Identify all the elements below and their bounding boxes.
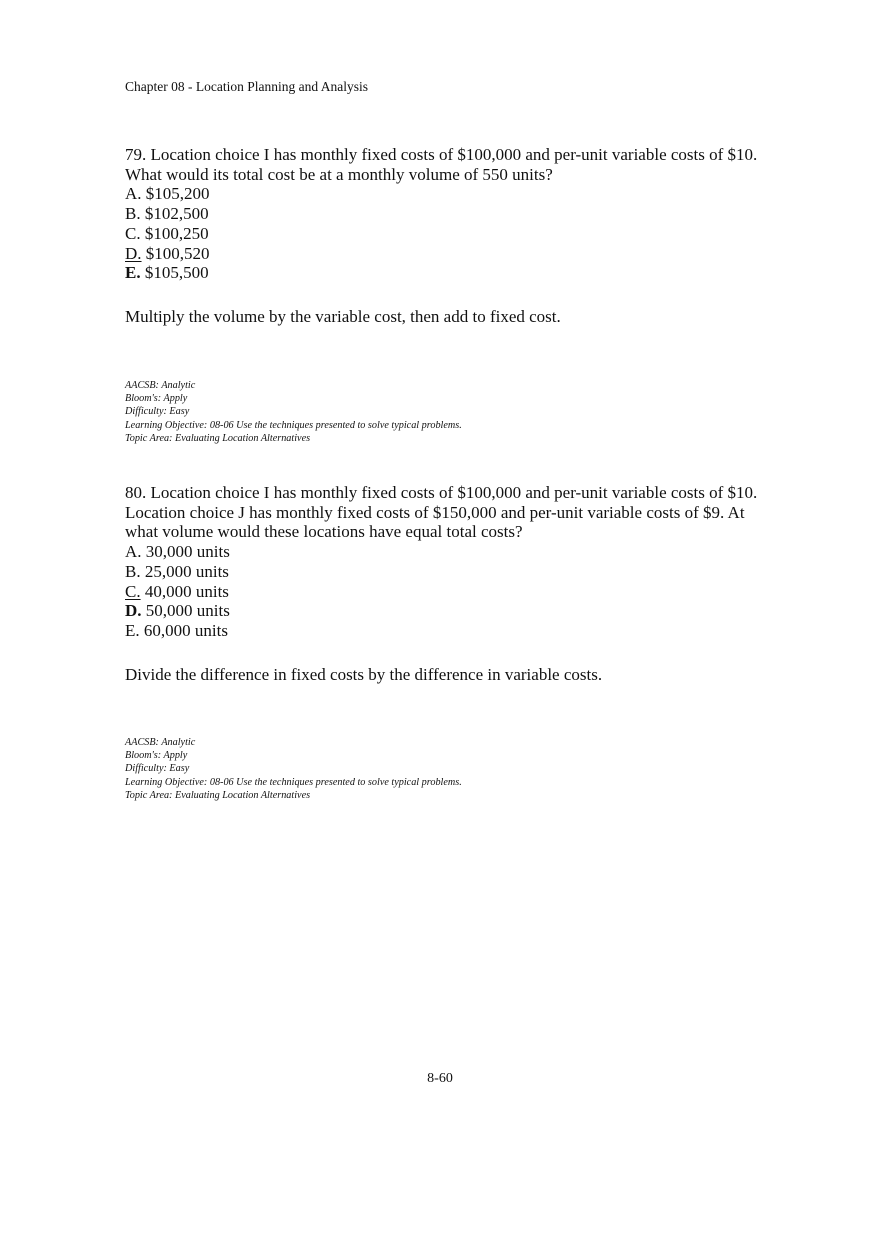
page-number: 8-60 (427, 1071, 453, 1086)
meta-learning-objective: Learning Objective: 08-06 Use the techniques presented to solve typical problems. (125, 419, 462, 431)
choice-text: 30,000 units (141, 542, 230, 562)
answer-explanation: Multiply the volume by the variable cost, then add to fixed cost. (125, 306, 561, 326)
question-stem-line: 79. Location choice I has monthly fixed costs of $100,000 and per-unit variable costs of $10. (125, 145, 758, 164)
choice-text: $102,500 (140, 204, 209, 224)
question-80-metadata (125, 736, 462, 802)
choice-text: $100,520 (141, 243, 210, 263)
choice-letter: B. (125, 204, 141, 224)
choice-letter: A. (125, 184, 142, 204)
question-stem-line: What would its total cost be at a monthly volume of 550 units? (125, 164, 553, 184)
choice-letter: C. (125, 223, 141, 243)
answer-choice-c (125, 582, 785, 602)
answer-choice-d-correct (125, 601, 785, 621)
meta-aacsb: AACSB: Analytic (125, 380, 196, 391)
meta-topic-area: Topic Area: Evaluating Location Alternatives (125, 789, 311, 801)
meta-learning-objective: Learning Objective: 08-06 Use the techniques presented to solve typical problems. (125, 776, 462, 788)
meta-difficulty: Difficulty: Easy (125, 406, 190, 418)
question-79-metadata (125, 379, 462, 445)
answer-explanation: Divide the difference in fixed costs by the difference in variable costs. (125, 664, 603, 684)
correct-choice-letter: E. (125, 263, 141, 283)
chapter-header: Chapter 08 - Location Planning and Analysis (125, 79, 368, 94)
meta-difficulty: Difficulty: Easy (125, 763, 190, 775)
answer-choice-a (125, 542, 785, 562)
answer-choice-a (125, 184, 785, 204)
question-79 (125, 145, 785, 327)
answer-choice-b (125, 562, 785, 582)
answer-choice-b (125, 204, 785, 224)
choice-letter-underlined: D. (125, 243, 142, 263)
choice-text: 40,000 units (140, 581, 229, 601)
choice-text: $105,500 (140, 263, 209, 283)
answer-choice-e (125, 621, 785, 641)
choice-letter: B. (125, 561, 141, 581)
question-80 (125, 483, 785, 684)
choice-text: 60,000 units (139, 620, 228, 640)
correct-choice-letter: D. (125, 601, 142, 621)
question-stem-line: Location choice J has monthly fixed costs of $150,000 and per-unit variable costs of $9. At (125, 502, 745, 522)
choice-letter-underlined: C. (125, 581, 141, 601)
choice-text: $100,250 (140, 223, 209, 243)
choice-text: 50,000 units (141, 601, 230, 621)
choice-letter: E. (125, 620, 140, 640)
choice-text: 25,000 units (140, 561, 229, 581)
question-stem-line: 80. Location choice I has monthly fixed costs of $100,000 and per-unit variable costs of $10. (125, 483, 758, 502)
meta-blooms: Bloom's: Apply (125, 750, 188, 762)
answer-choice-e-correct (125, 263, 785, 283)
meta-blooms: Bloom's: Apply (125, 393, 188, 405)
meta-topic-area: Topic Area: Evaluating Location Alternatives (125, 432, 311, 444)
answer-choice-c (125, 224, 785, 244)
choice-text: $105,200 (141, 184, 210, 204)
meta-aacsb: AACSB: Analytic (125, 737, 196, 748)
answer-choice-d (125, 244, 785, 264)
choice-letter: A. (125, 542, 142, 562)
question-stem-line: what volume would these locations have equal total costs? (125, 522, 523, 542)
